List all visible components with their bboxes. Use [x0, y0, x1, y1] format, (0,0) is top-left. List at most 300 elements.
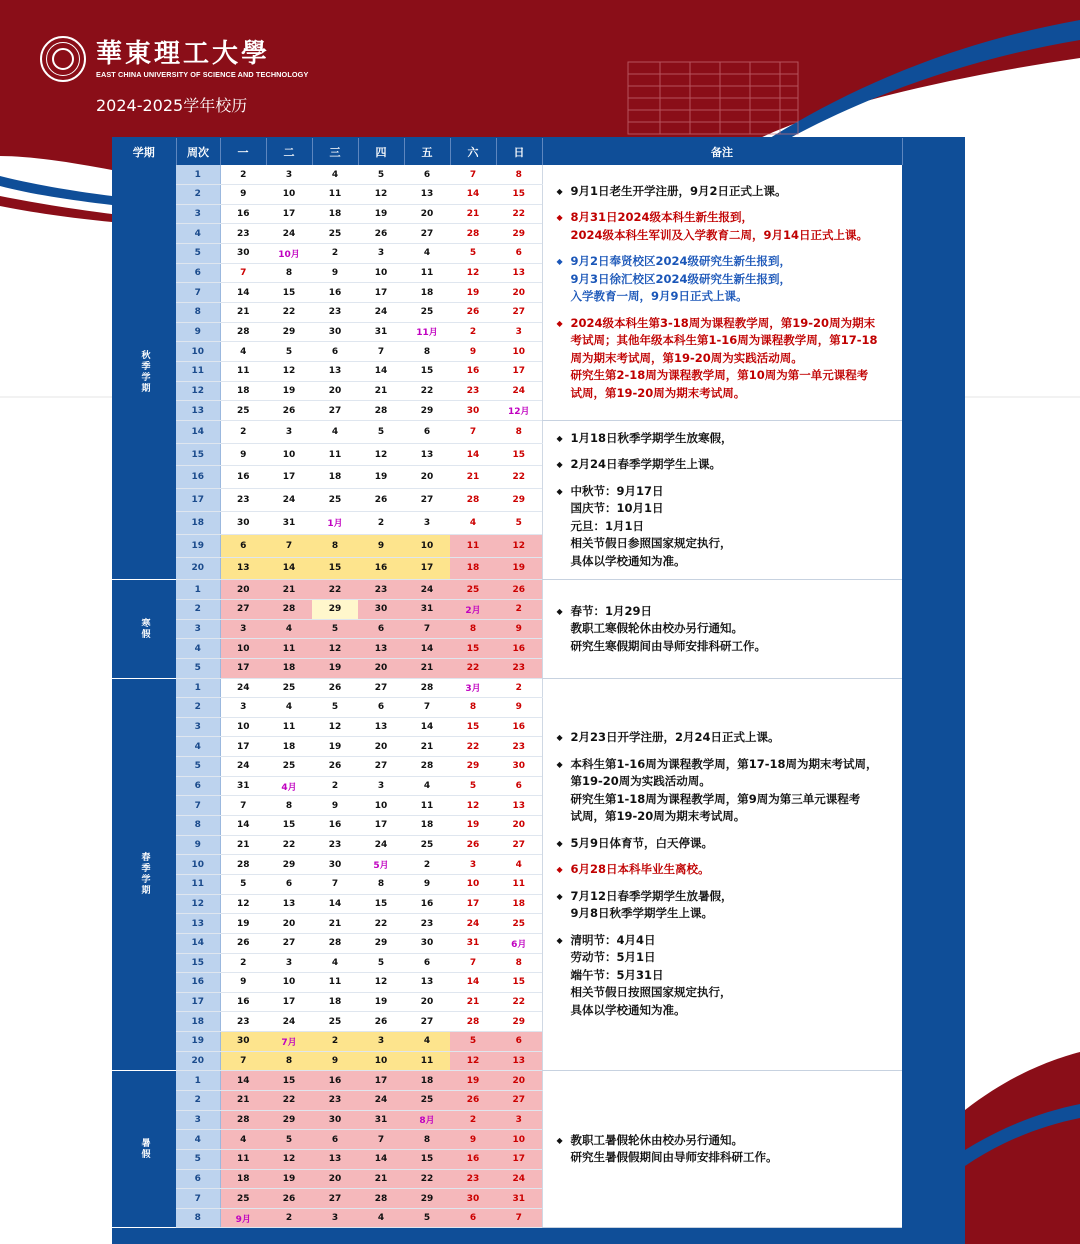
day-cell: 7	[220, 263, 266, 283]
day-cell: 17	[496, 1149, 542, 1169]
day-cell: 2	[496, 599, 542, 619]
day-cell: 7	[358, 1130, 404, 1150]
week-number: 20	[176, 1051, 220, 1071]
note-block	[557, 603, 893, 656]
day-cell: 4	[358, 1208, 404, 1228]
diamond-bullet-icon	[557, 288, 571, 306]
day-cell: 21	[450, 466, 496, 489]
week-number: 7	[176, 796, 220, 816]
day-cell: 23	[220, 1012, 266, 1032]
diamond-bullet-icon: ◆	[556, 486, 563, 496]
day-cell: 9	[312, 1051, 358, 1071]
day-cell: 11	[404, 263, 450, 283]
notes-cell	[542, 678, 902, 1071]
day-cell: 28	[220, 855, 266, 875]
day-cell: 29	[358, 933, 404, 953]
day-cell: 7	[404, 698, 450, 718]
day-cell: 11	[266, 639, 312, 659]
day-cell: 6	[496, 1032, 542, 1052]
day-cell: 24	[450, 914, 496, 934]
day-cell: 15	[404, 1149, 450, 1169]
day-cell: 19	[312, 658, 358, 678]
day-cell: 3	[358, 244, 404, 264]
week-number: 12	[176, 381, 220, 401]
note-line: 本科生第1-16周为课程教学周，第17-18周为期末考试周，	[570, 756, 878, 771]
day-cell: 9	[220, 973, 266, 993]
day-cell: 28	[220, 322, 266, 342]
day-cell: 21	[220, 302, 266, 322]
day-cell: 14	[450, 443, 496, 466]
diamond-bullet-icon	[557, 385, 571, 403]
note-block	[557, 483, 893, 571]
week-number: 6	[176, 263, 220, 283]
day-cell: 14	[404, 639, 450, 659]
diamond-bullet-icon: ◆	[556, 213, 563, 223]
day-cell: 14	[266, 557, 312, 580]
diamond-bullet-icon	[557, 553, 571, 571]
day-cell: 12	[266, 361, 312, 381]
day-cell: 20	[496, 1071, 542, 1091]
notes-cell	[542, 1071, 902, 1228]
header-mon: 一	[220, 138, 266, 165]
day-cell: 27	[358, 678, 404, 698]
week-number: 4	[176, 1130, 220, 1150]
day-cell: 24	[266, 224, 312, 244]
day-cell: 24	[266, 489, 312, 512]
week-number: 17	[176, 489, 220, 512]
week-number: 1	[176, 165, 220, 185]
day-cell: 17	[220, 737, 266, 757]
day-cell: 3月	[450, 678, 496, 698]
day-cell: 30	[312, 855, 358, 875]
day-cell: 18	[220, 1169, 266, 1189]
day-cell: 8	[266, 1051, 312, 1071]
day-cell: 4	[312, 420, 358, 443]
day-cell: 24	[220, 757, 266, 777]
day-cell: 31	[496, 1189, 542, 1209]
day-cell: 31	[358, 322, 404, 342]
day-cell: 27	[266, 933, 312, 953]
day-cell: 5	[312, 619, 358, 639]
day-cell: 26	[358, 224, 404, 244]
day-cell: 12	[220, 894, 266, 914]
day-cell: 5	[312, 698, 358, 718]
day-cell: 4	[496, 855, 542, 875]
week-number: 2	[176, 185, 220, 205]
day-cell: 14	[404, 717, 450, 737]
day-cell: 21	[312, 914, 358, 934]
day-cell: 6	[358, 619, 404, 639]
day-cell: 12	[312, 639, 358, 659]
day-cell: 20	[220, 580, 266, 600]
day-cell: 22	[266, 302, 312, 322]
day-cell: 28	[450, 489, 496, 512]
day-cell: 22	[496, 204, 542, 224]
day-cell: 12	[312, 717, 358, 737]
diamond-bullet-icon: ◆	[556, 433, 563, 443]
note-line: 9月2日奉贤校区2024级研究生新生报到，	[570, 254, 792, 269]
day-cell: 2	[404, 855, 450, 875]
week-number: 11	[176, 874, 220, 894]
term-label: 暑假	[112, 1071, 176, 1228]
day-cell: 17	[266, 466, 312, 489]
day-cell: 26	[266, 401, 312, 421]
note-line: 研究生寒假期间由导师安排科研工作。	[570, 638, 766, 653]
day-cell: 23	[220, 489, 266, 512]
notes-cell	[542, 420, 902, 580]
day-cell: 16	[404, 894, 450, 914]
day-cell: 6	[496, 244, 542, 264]
day-cell: 15	[496, 185, 542, 205]
day-cell: 14	[358, 361, 404, 381]
day-cell: 20	[404, 466, 450, 489]
day-cell: 5	[450, 776, 496, 796]
diamond-bullet-icon: ◆	[556, 1135, 563, 1145]
week-number: 3	[176, 717, 220, 737]
note-line: 试周，第19-20周为期末考试周。	[570, 385, 746, 400]
day-cell: 13	[358, 717, 404, 737]
day-cell: 30	[404, 933, 450, 953]
day-cell: 29	[450, 757, 496, 777]
day-cell: 11	[220, 1149, 266, 1169]
day-cell: 21	[404, 737, 450, 757]
diamond-bullet-icon	[557, 620, 571, 638]
day-cell: 30	[220, 244, 266, 264]
day-cell: 8	[312, 534, 358, 557]
day-cell: 29	[312, 599, 358, 619]
note-line: 具体以学校通知为准。	[570, 553, 686, 568]
diamond-bullet-icon	[557, 227, 571, 245]
day-cell: 22	[450, 658, 496, 678]
week-number: 8	[176, 816, 220, 836]
day-cell: 27	[404, 1012, 450, 1032]
week-number: 17	[176, 992, 220, 1012]
week-number: 10	[176, 855, 220, 875]
day-cell: 29	[496, 1012, 542, 1032]
day-cell: 22	[404, 1169, 450, 1189]
note-line: 9月1日老生开学注册，9月2日正式上课。	[570, 183, 787, 198]
week-number: 8	[176, 302, 220, 322]
day-cell: 6	[266, 874, 312, 894]
day-cell: 24	[404, 580, 450, 600]
header-thu: 四	[358, 138, 404, 165]
day-cell: 5月	[358, 855, 404, 875]
day-cell: 9	[312, 796, 358, 816]
day-cell: 9	[450, 342, 496, 362]
day-cell: 2月	[450, 599, 496, 619]
day-cell: 7	[312, 874, 358, 894]
note-line: 9月3日徐汇校区2024级研究生新生报到，	[570, 271, 792, 286]
day-cell: 8	[404, 342, 450, 362]
day-cell: 18	[266, 737, 312, 757]
day-cell: 5	[358, 165, 404, 185]
week-number: 16	[176, 973, 220, 993]
note-line: 劳动节：5月1日	[570, 950, 656, 965]
day-cell: 28	[220, 1110, 266, 1130]
day-cell: 9	[220, 185, 266, 205]
week-number: 11	[176, 361, 220, 381]
day-cell: 6月	[496, 933, 542, 953]
diamond-bullet-icon	[557, 518, 571, 536]
table-row	[112, 580, 902, 600]
note-line: 中秋节：9月17日	[570, 483, 664, 498]
week-number: 4	[176, 737, 220, 757]
week-number: 10	[176, 342, 220, 362]
note-line: 8月31日2024级本科生新生报到，	[570, 210, 754, 225]
day-cell: 26	[312, 678, 358, 698]
day-cell: 25	[496, 914, 542, 934]
day-cell: 30	[312, 1110, 358, 1130]
day-cell: 16	[312, 816, 358, 836]
day-cell: 13	[220, 557, 266, 580]
note-block	[557, 253, 893, 306]
note-line: 7月12日春季学期学生放暑假，	[570, 888, 733, 903]
diamond-bullet-icon	[557, 535, 571, 553]
day-cell: 8	[404, 1130, 450, 1150]
day-cell: 13	[404, 443, 450, 466]
school-calendar-table	[112, 138, 903, 1228]
note-line: 国庆节：10月1日	[570, 501, 664, 516]
day-cell: 29	[496, 489, 542, 512]
day-cell: 7	[220, 1051, 266, 1071]
day-cell: 30	[312, 322, 358, 342]
day-cell: 18	[404, 283, 450, 303]
note-line: 考试周；其他年级本科生第1-16周为课程教学周，第17-18	[570, 333, 878, 348]
day-cell: 31	[404, 599, 450, 619]
day-cell: 18	[404, 1071, 450, 1091]
note-line: 1月18日秋季学期学生放寒假，	[570, 430, 733, 445]
day-cell: 3	[220, 619, 266, 639]
day-cell: 22	[404, 381, 450, 401]
day-cell: 19	[358, 466, 404, 489]
note-block	[557, 430, 893, 448]
diamond-bullet-icon: ◆	[556, 460, 563, 470]
day-cell: 30	[450, 1189, 496, 1209]
day-cell: 22	[496, 466, 542, 489]
diamond-bullet-icon	[557, 271, 571, 289]
day-cell: 23	[312, 835, 358, 855]
day-cell: 14	[220, 816, 266, 836]
day-cell: 25	[450, 580, 496, 600]
day-cell: 5	[450, 1032, 496, 1052]
day-cell: 9月	[220, 1208, 266, 1228]
note-block	[557, 183, 893, 201]
day-cell: 6	[496, 776, 542, 796]
note-line: 具体以学校通知为准。	[570, 1002, 686, 1017]
day-cell: 4	[220, 1130, 266, 1150]
week-number: 3	[176, 204, 220, 224]
diamond-bullet-icon	[557, 808, 571, 826]
day-cell: 20	[496, 816, 542, 836]
table-row	[112, 678, 902, 698]
day-cell: 22	[266, 835, 312, 855]
diamond-bullet-icon	[557, 350, 571, 368]
day-cell: 7	[450, 953, 496, 973]
day-cell: 12月	[496, 401, 542, 421]
day-cell: 3	[266, 165, 312, 185]
day-cell: 6	[404, 165, 450, 185]
day-cell: 21	[358, 381, 404, 401]
day-cell: 10	[358, 796, 404, 816]
day-cell: 13	[496, 263, 542, 283]
day-cell: 30	[450, 401, 496, 421]
university-name-cn: 華東理工大學	[96, 38, 271, 69]
day-cell: 10	[266, 185, 312, 205]
day-cell: 27	[496, 1090, 542, 1110]
note-line: 端午节：5月31日	[570, 967, 664, 982]
day-cell: 2	[312, 776, 358, 796]
note-block	[557, 756, 893, 826]
diamond-bullet-icon	[557, 1149, 571, 1167]
day-cell: 15	[450, 639, 496, 659]
header-fri: 五	[404, 138, 450, 165]
day-cell: 16	[220, 992, 266, 1012]
note-block	[557, 315, 893, 403]
day-cell: 13	[496, 1051, 542, 1071]
note-line: 5月9日体育节，白天停课。	[570, 835, 714, 850]
day-cell: 2	[450, 1110, 496, 1130]
day-cell: 17	[358, 816, 404, 836]
term-label: 寒假	[112, 580, 176, 678]
day-cell: 15	[496, 973, 542, 993]
day-cell: 30	[496, 757, 542, 777]
header-term: 学期	[112, 138, 176, 165]
day-cell: 2	[220, 165, 266, 185]
day-cell: 25	[220, 401, 266, 421]
note-line: 2024级本科生军训及入学教育二周，9月14日正式上课。	[570, 227, 869, 242]
day-cell: 28	[312, 933, 358, 953]
day-cell: 12	[450, 263, 496, 283]
day-cell: 12	[358, 443, 404, 466]
day-cell: 17	[450, 894, 496, 914]
day-cell: 26	[358, 489, 404, 512]
day-cell: 26	[312, 757, 358, 777]
day-cell: 15	[312, 557, 358, 580]
diamond-bullet-icon: ◆	[556, 838, 563, 848]
day-cell: 7	[404, 619, 450, 639]
day-cell: 15	[266, 816, 312, 836]
day-cell: 10	[496, 342, 542, 362]
day-cell: 4	[404, 776, 450, 796]
day-cell: 11	[312, 443, 358, 466]
day-cell: 7	[450, 165, 496, 185]
day-cell: 23	[450, 1169, 496, 1189]
day-cell: 10	[496, 1130, 542, 1150]
day-cell: 15	[404, 361, 450, 381]
day-cell: 2	[496, 678, 542, 698]
week-number: 1	[176, 1071, 220, 1091]
day-cell: 8月	[404, 1110, 450, 1130]
day-cell: 9	[220, 443, 266, 466]
day-cell: 25	[312, 224, 358, 244]
table-header-row	[112, 138, 902, 165]
table-row	[112, 165, 902, 185]
note-line: 试周，第19-20周为期末考试周。	[570, 809, 746, 824]
day-cell: 6	[404, 953, 450, 973]
day-cell: 30	[220, 1032, 266, 1052]
header-notes: 备注	[542, 138, 902, 165]
day-cell: 24	[358, 302, 404, 322]
day-cell: 29	[496, 224, 542, 244]
day-cell: 15	[266, 1071, 312, 1091]
note-line: 研究生第1-18周为课程教学周，第9周为第三单元课程考	[570, 791, 861, 806]
note-line: 春节：1月29日	[570, 603, 653, 618]
day-cell: 25	[404, 1090, 450, 1110]
diamond-bullet-icon	[557, 949, 571, 967]
day-cell: 26	[450, 835, 496, 855]
day-cell: 24	[266, 1012, 312, 1032]
day-cell: 3	[450, 855, 496, 875]
day-cell: 13	[358, 639, 404, 659]
week-number: 18	[176, 1012, 220, 1032]
day-cell: 10	[404, 534, 450, 557]
note-line: 2024级本科生第3-18周为课程教学周，第19-20周为期末	[570, 315, 876, 330]
note-line: 第19-20周为实践活动周。	[570, 774, 711, 789]
week-number: 14	[176, 420, 220, 443]
diamond-bullet-icon: ◆	[556, 935, 563, 945]
day-cell: 3	[266, 953, 312, 973]
day-cell: 18	[312, 992, 358, 1012]
day-cell: 6	[312, 342, 358, 362]
day-cell: 30	[220, 511, 266, 534]
day-cell: 4	[266, 619, 312, 639]
day-cell: 5	[404, 1208, 450, 1228]
day-cell: 6	[450, 1208, 496, 1228]
week-number: 14	[176, 933, 220, 953]
day-cell: 27	[404, 224, 450, 244]
day-cell: 28	[450, 224, 496, 244]
day-cell: 19	[358, 204, 404, 224]
note-block	[557, 835, 893, 853]
day-cell: 23	[404, 914, 450, 934]
day-cell: 29	[404, 401, 450, 421]
day-cell: 28	[404, 678, 450, 698]
day-cell: 23	[312, 302, 358, 322]
day-cell: 27	[358, 757, 404, 777]
day-cell: 7	[450, 420, 496, 443]
note-line: 周为期末考试周，第19-20周为实践活动周。	[570, 350, 803, 365]
day-cell: 21	[220, 835, 266, 855]
day-cell: 8	[450, 619, 496, 639]
day-cell: 28	[266, 599, 312, 619]
day-cell: 3	[404, 511, 450, 534]
diamond-bullet-icon	[557, 367, 571, 385]
note-line: 清明节：4月4日	[570, 932, 656, 947]
note-line: 研究生暑假假期间由导师安排科研工作。	[570, 1150, 778, 1165]
day-cell: 27	[496, 835, 542, 855]
day-cell: 16	[450, 1149, 496, 1169]
day-cell: 21	[404, 658, 450, 678]
day-cell: 2	[266, 1208, 312, 1228]
day-cell: 19	[220, 914, 266, 934]
day-cell: 17	[266, 992, 312, 1012]
day-cell: 16	[220, 204, 266, 224]
diamond-bullet-icon: ◆	[556, 891, 563, 901]
day-cell: 17	[358, 283, 404, 303]
header-tue: 二	[266, 138, 312, 165]
diamond-bullet-icon	[557, 791, 571, 809]
day-cell: 28	[358, 1189, 404, 1209]
day-cell: 3	[312, 1208, 358, 1228]
day-cell: 2	[312, 1032, 358, 1052]
header-sat: 六	[450, 138, 496, 165]
university-name-en: EAST CHINA UNIVERSITY OF SCIENCE AND TECHNOLOGY	[96, 69, 309, 79]
day-cell: 8	[496, 420, 542, 443]
term-label: 春季学期	[112, 678, 176, 1071]
day-cell: 13	[312, 361, 358, 381]
day-cell: 29	[266, 855, 312, 875]
note-line: 6月28日本科毕业生离校。	[570, 862, 710, 877]
